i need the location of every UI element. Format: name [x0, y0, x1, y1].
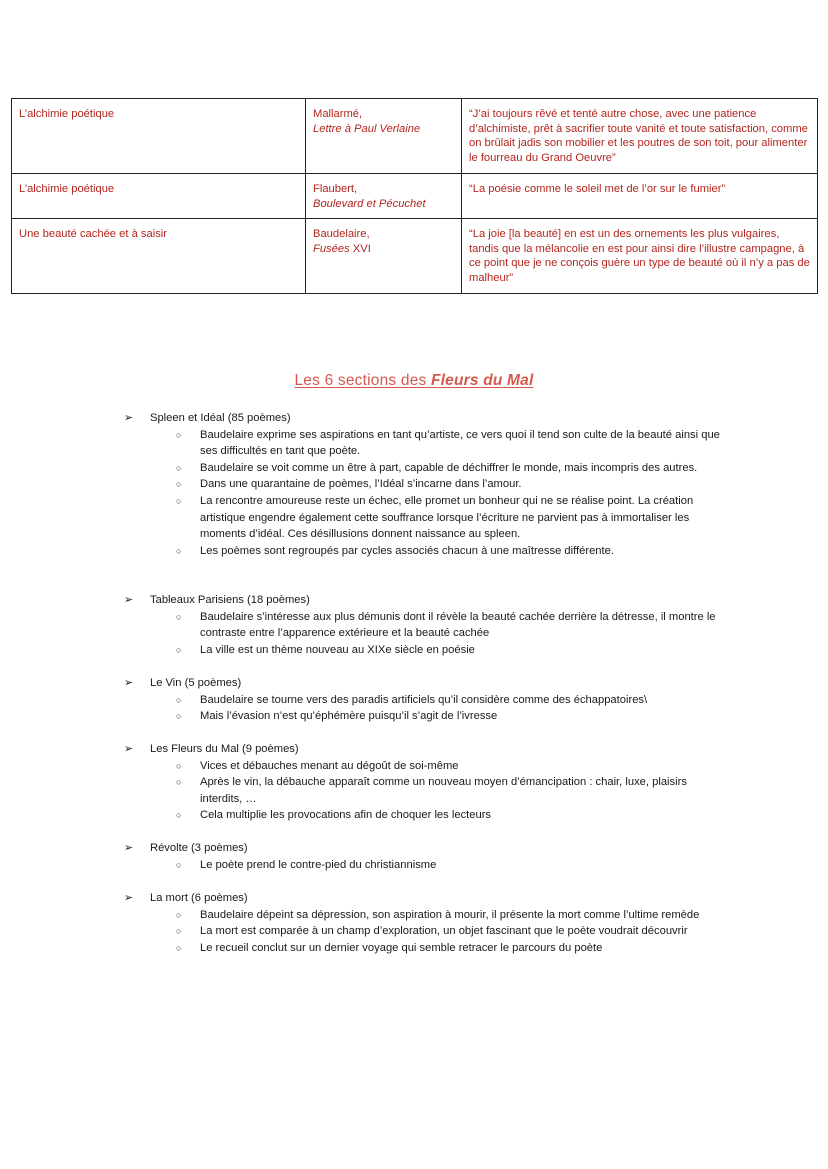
- table-row: [12, 219, 818, 294]
- list-item: [124, 741, 724, 824]
- arrowhead-icon: ➢: [124, 892, 134, 904]
- bullet-list: [124, 857, 724, 874]
- bullet-list: [124, 692, 724, 725]
- author-name: Baudelaire,: [313, 228, 370, 240]
- source-cell: [306, 99, 462, 174]
- section-header: [124, 675, 724, 692]
- list-item: [124, 410, 724, 559]
- bullet-item: [124, 543, 724, 560]
- bullet-text: Vices et débauches menant au dégoût de soi-même: [200, 759, 459, 772]
- hollow-circle-icon: ○: [176, 859, 182, 870]
- bullet-text: Baudelaire s’intéresse aux plus démunis dont il révèle la beauté cachée derrière la détresse, il montre le contraste entre l’apparence extérieure et la beauté cachée: [200, 610, 716, 640]
- section-label: Révolte (3 poèmes): [150, 842, 248, 854]
- section-label: Tableaux Parisiens (18 poèmes): [150, 594, 310, 606]
- section-label: Spleen et Idéal (85 poèmes): [150, 412, 291, 424]
- bullet-item: [124, 476, 724, 493]
- arrowhead-icon: ➢: [124, 412, 134, 424]
- work-title-suffix: XVI: [349, 242, 371, 255]
- work-title: [313, 242, 454, 257]
- source-cell: [306, 174, 462, 219]
- section-label: Le Vin (5 poèmes): [150, 677, 242, 689]
- hollow-circle-icon: ○: [176, 909, 182, 920]
- bullet-item: [124, 923, 724, 940]
- section-header: [124, 592, 724, 609]
- table-row: [12, 174, 818, 219]
- hollow-circle-icon: ○: [176, 694, 182, 705]
- theme-cell: Une beauté cachée et à saisir: [12, 219, 306, 294]
- list-item: [124, 592, 724, 658]
- bullet-text: Mais l’évasion n’est qu’éphémère puisqu’il s’agit de l’ivresse: [200, 710, 498, 723]
- arrowhead-icon: ➢: [124, 743, 134, 755]
- hollow-circle-icon: ○: [176, 711, 182, 722]
- bullet-item: [124, 708, 724, 725]
- work-title-italic: Fusées: [313, 242, 350, 255]
- bullet-text: Les poèmes sont regroupés par cycles associés chacun à une maîtresse différente.: [200, 544, 614, 557]
- bullet-item: [124, 427, 724, 460]
- bullet-item: [124, 493, 724, 543]
- hollow-circle-icon: ○: [176, 760, 182, 771]
- heading-prefix: Les 6 sections des: [294, 372, 431, 389]
- hollow-circle-icon: ○: [176, 462, 182, 473]
- arrowhead-icon: ➢: [124, 842, 134, 854]
- work-title: Boulevard et Pécuchet: [313, 197, 426, 210]
- hollow-circle-icon: ○: [176, 611, 182, 622]
- bullet-text: Après le vin, la débauche apparaît comme un nouveau moyen d’émancipation : chair, luxe, plaisirs interdits, …: [200, 776, 687, 805]
- bullet-item: [124, 807, 724, 824]
- bullet-list: [124, 907, 724, 957]
- bullet-text: La mort est comparée à un champ d’exploration, un objet fascinant que le poète voudrait découvrir: [200, 925, 688, 938]
- heading-emphasis: Fleurs du Mal: [430, 372, 534, 389]
- hollow-circle-icon: ○: [176, 479, 182, 490]
- arrowhead-icon: ➢: [124, 594, 134, 606]
- section-header: [124, 840, 724, 857]
- bullet-text: Cela multiplie les provocations afin de choquer les lecteurs: [200, 809, 492, 822]
- section-label: La mort (6 poèmes): [150, 892, 248, 904]
- section-header: [124, 410, 724, 427]
- bullet-list: [124, 609, 724, 659]
- hollow-circle-icon: ○: [176, 777, 182, 788]
- quotes-table: [11, 98, 818, 294]
- bullet-text: Le recueil conclut sur un dernier voyage qui semble retracer le parcours du poète: [200, 941, 603, 954]
- bullet-text: Baudelaire dépeint sa dépression, son aspiration à mourir, il présente la mort comme l’ultime remède: [200, 908, 700, 921]
- section-label: Les Fleurs du Mal (9 poèmes): [150, 743, 299, 755]
- author-name: Mallarmé,: [313, 108, 363, 120]
- table-row: [12, 99, 818, 174]
- hollow-circle-icon: ○: [176, 942, 182, 953]
- bullet-text: Baudelaire se voit comme un être à part, capable de déchiffrer le monde, mais incompris des autres.: [200, 461, 698, 474]
- quote-cell: “La joie [la beauté] en est un des ornements les plus vulgaires, tandis que la mélancolie en est pour ainsi dire l’illustre campagne, à ce point que je ne conçois guère un type de beauté où il n’y a pas de malheur”: [462, 219, 818, 294]
- work-title: Lettre à Paul Verlaine: [313, 122, 421, 135]
- section-heading: [0, 372, 828, 390]
- bullet-item: [124, 758, 724, 775]
- bullet-text: Baudelaire exprime ses aspirations en tant qu’artiste, ce vers quoi il tend son culte de la beauté ainsi que ses difficultés en tant que poète.: [200, 428, 720, 458]
- bullet-text: Dans une quarantaine de poèmes, l’Idéal s’incarne dans l’amour.: [200, 478, 522, 491]
- section-header: [124, 741, 724, 758]
- author-name: Flaubert,: [313, 183, 358, 195]
- section-heading-text: [294, 372, 533, 389]
- hollow-circle-icon: ○: [176, 926, 182, 937]
- bullet-text: Le poète prend le contre-pied du christiannisme: [200, 858, 437, 871]
- bullet-item: [124, 774, 724, 807]
- bullet-item: [124, 940, 724, 957]
- bullet-text: La ville est un thème nouveau au XIXe siècle en poésie: [200, 643, 475, 656]
- list-item: [124, 840, 724, 873]
- bullet-list: [124, 758, 724, 824]
- bullet-list: [124, 427, 724, 560]
- source-cell: [306, 219, 462, 294]
- hollow-circle-icon: ○: [176, 810, 182, 821]
- section-header: [124, 890, 724, 907]
- bullet-item: [124, 609, 724, 642]
- bullet-item: [124, 642, 724, 659]
- bullet-item: [124, 907, 724, 924]
- hollow-circle-icon: ○: [176, 644, 182, 655]
- bullet-text: Baudelaire se tourne vers des paradis artificiels qu’il considère comme des échappatoires\: [200, 693, 648, 706]
- hollow-circle-icon: ○: [176, 495, 182, 506]
- quote-cell: “J’ai toujours rêvé et tenté autre chose, avec une patience d’alchimiste, prêt à sacrifier toute vanité et toute satisfaction, comme on brûlait jadis son mobilier et les poutres de son toit, pour alimenter le fourreau du Grand Oeuvre”: [462, 99, 818, 174]
- theme-cell: L’alchimie poétique: [12, 99, 306, 174]
- bullet-item: [124, 857, 724, 874]
- bullet-text: La rencontre amoureuse reste un échec, elle promet un bonheur qui ne se réalise point. La création artistique engendre également cette souffrance lorsque l’écriture ne parvient pas à immortaliser les moments d’idéal. Ces désillusions donnent naissance au spleen.: [200, 494, 694, 541]
- list-item: [124, 890, 724, 956]
- bullet-item: [124, 460, 724, 477]
- theme-cell: L’alchimie poétique: [12, 174, 306, 219]
- list-item: [124, 675, 724, 725]
- hollow-circle-icon: ○: [176, 429, 182, 440]
- bullet-item: [124, 692, 724, 709]
- arrowhead-icon: ➢: [124, 677, 134, 689]
- quote-cell: “La poésie comme le soleil met de l’or sur le fumier”: [462, 174, 818, 219]
- hollow-circle-icon: ○: [176, 545, 182, 556]
